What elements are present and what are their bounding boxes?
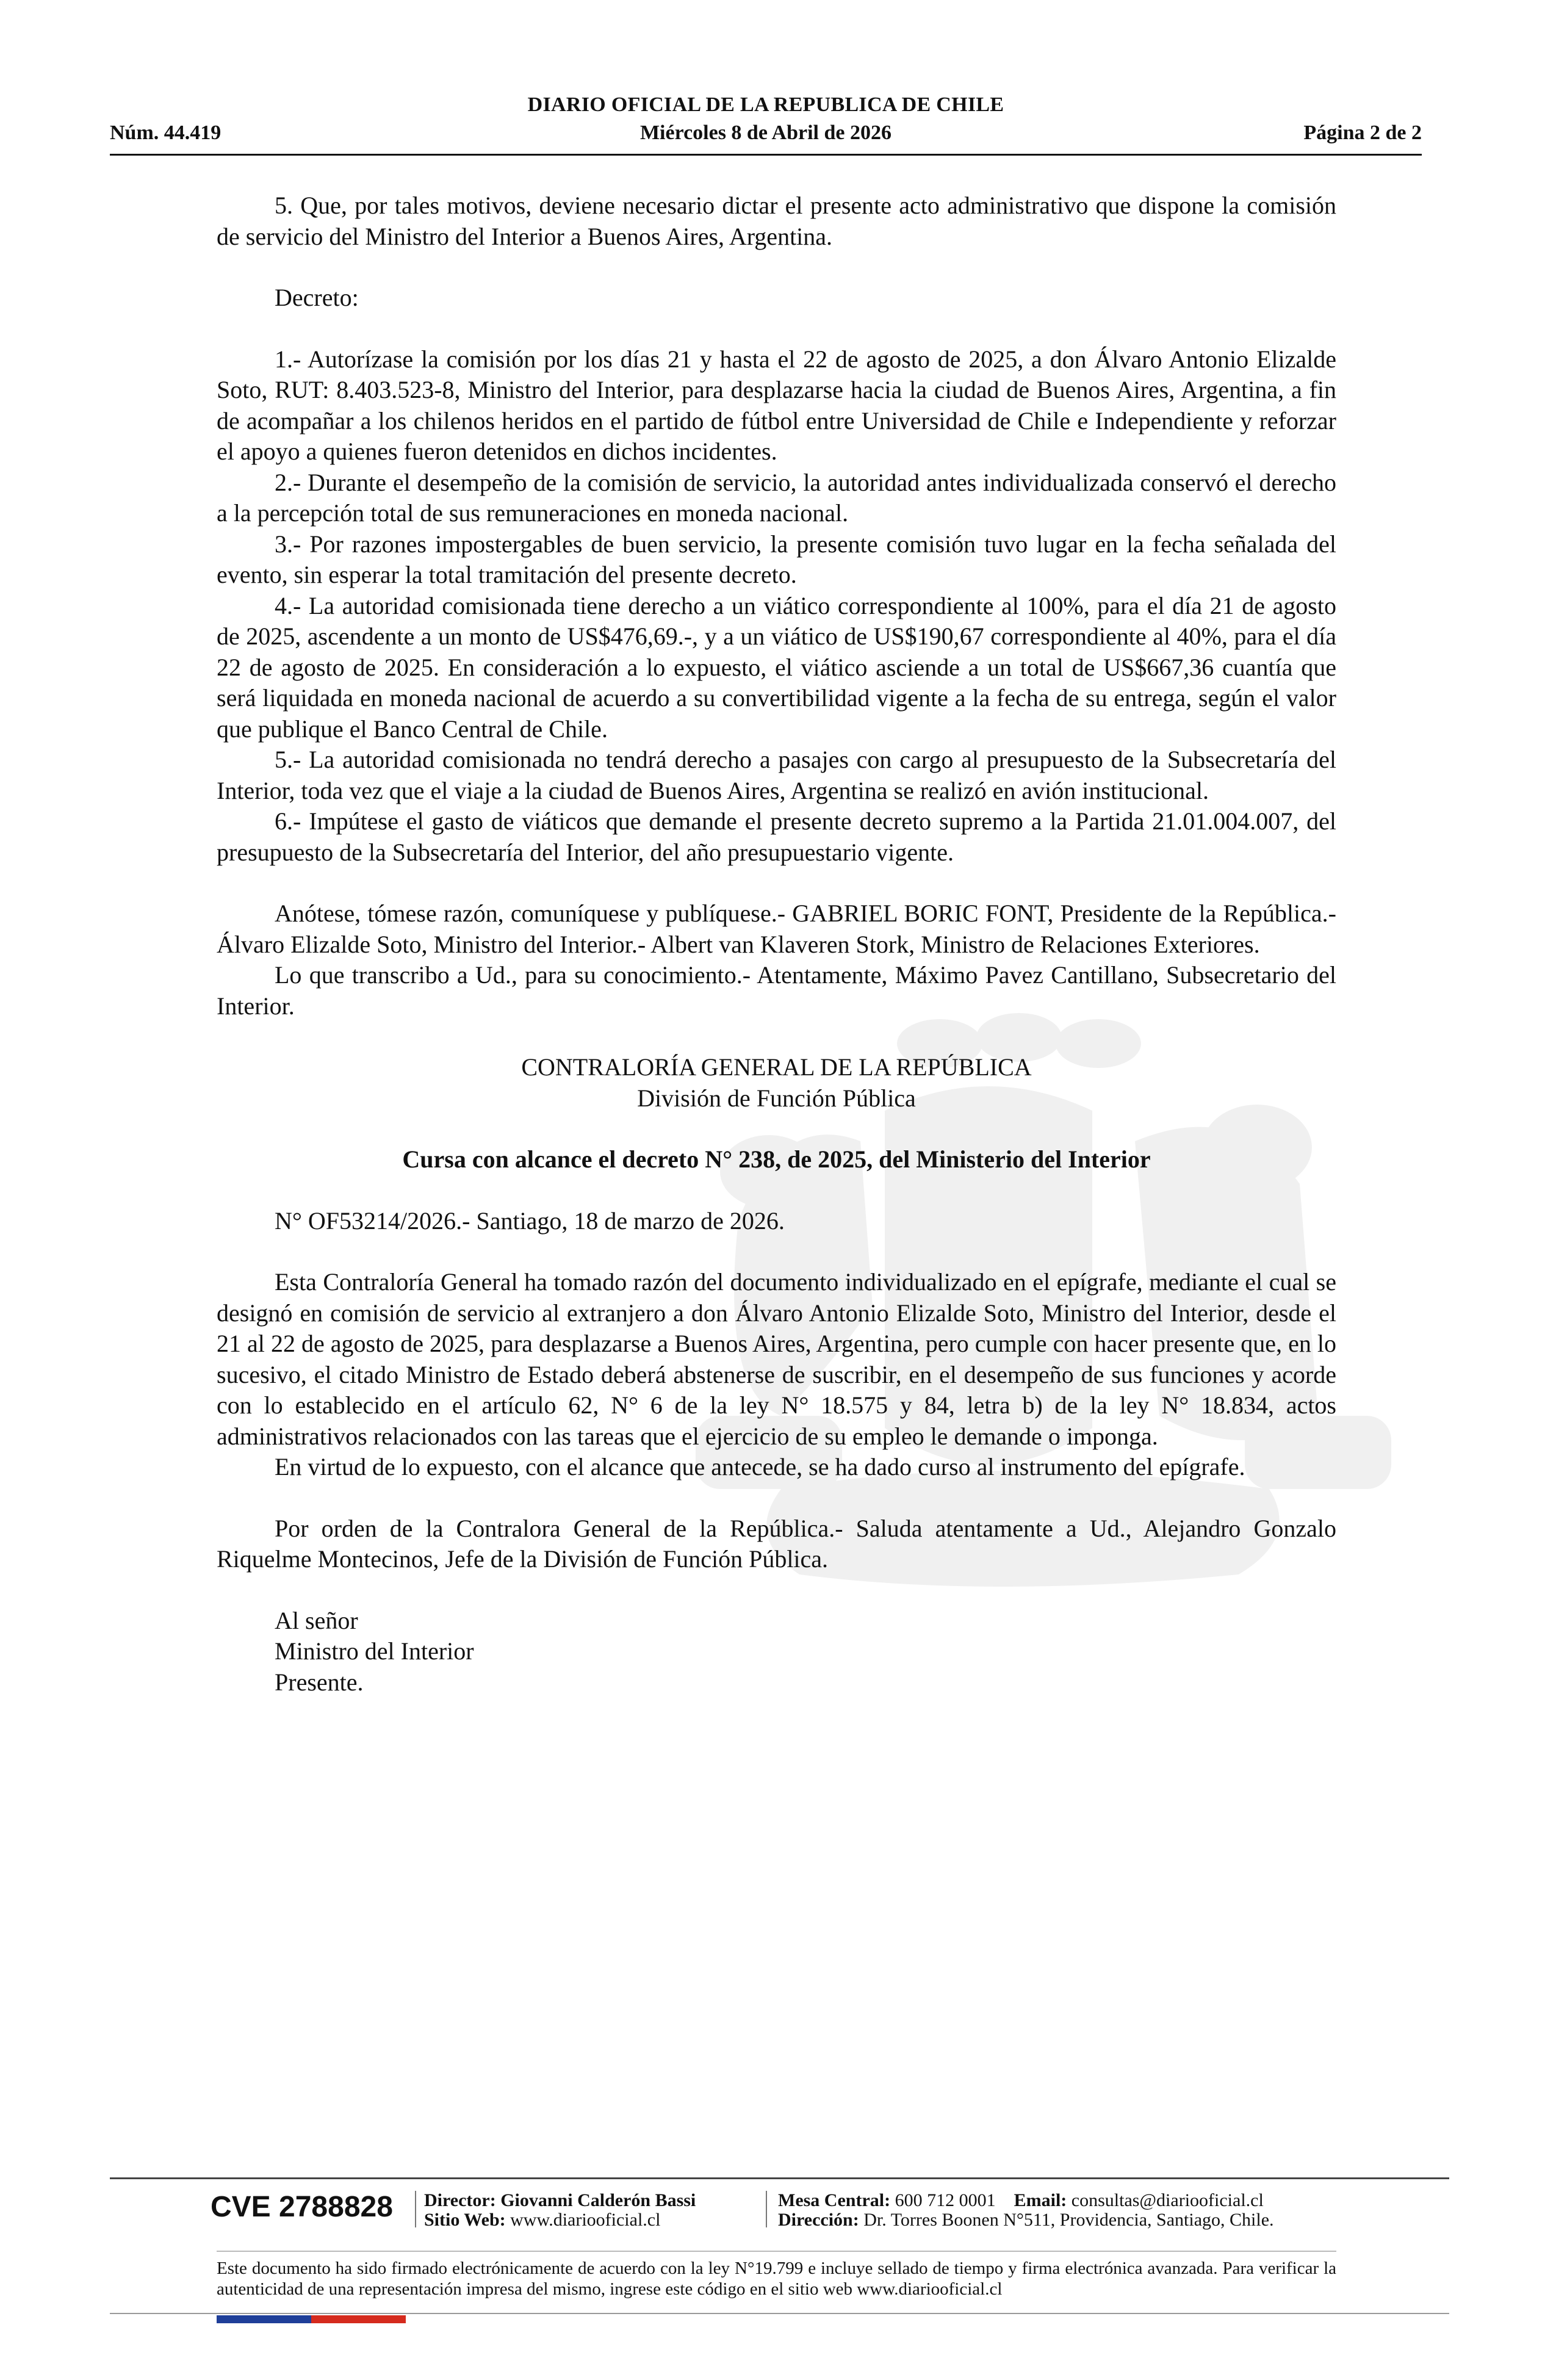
contraloria-title: CONTRALORÍA GENERAL DE LA REPÚBLICA <box>521 1053 1032 1081</box>
mesa-label: Mesa Central: <box>778 2190 891 2210</box>
flag-blue-segment <box>217 2315 311 2323</box>
mesa-value: 600 712 0001 <box>895 2190 996 2210</box>
anotese-paragraph: Anótese, tómese razón, comuníquese y publíquese.- GABRIEL BORIC FONT, Presidente de la República.- Álvaro Elizalde Soto, Ministro del Interior.- Albert van Klaveren Stork, Ministro de Relaciones Exteriores. <box>217 900 1336 958</box>
director-name: Giovanni Calderón Bassi <box>500 2190 696 2210</box>
decreto-label: Decreto: <box>275 284 359 311</box>
director-label: Director: <box>424 2190 496 2210</box>
issue-date: Miércoles 8 de Abril de 2026 <box>639 121 892 144</box>
email-label: Email: <box>1014 2190 1067 2210</box>
article-5: 5.- La autoridad comisionada no tendrá derecho a pasajes con cargo al presupuesto de la Subsecretaría del Interior, toda vez que el viaje a la ciudad de Buenos Aires, Argentina se realizó en avión institucional. <box>217 746 1336 804</box>
document-body <box>217 190 1336 1698</box>
footer-director-block <box>424 2191 696 2230</box>
considerando-5: 5. Que, por tales motivos, deviene necesario dictar el presente acto administrativo que dispone la comisión de servicio del Ministro del Interior a Buenos Aires, Argentina. <box>217 192 1336 250</box>
article-2: 2.- Durante el desempeño de la comisión de servicio, la autoridad antes individualizada conservó el derecho a la percepción total de sus remuneraciones en moneda nacional. <box>217 468 1336 527</box>
contraloria-paragraph-1: Esta Contraloría General ha tomado razón del documento individualizado en el epígrafe, mediante el cual se designó en comisión de servicio al extranjero a don Álvaro Antonio Elizalde Soto, Ministro del Interior, desde el 21 al 22 de agosto de 2025, para desplazarse a Buenos Aires, Argentina, pero cumple con hacer presente que, en lo sucesivo, el citado Ministro de Estado deberá abstenerse de suscribir, en el desempeño de sus funciones y acorde con lo establecido en el artículo 62, N° 6 de la ley N° 18.575 y 84, letra b) de la ley N° 18.834, actos administrativos relacionados con las tareas que el ejercicio de su empleo le demande o imponga. <box>217 1268 1336 1450</box>
web-label: Sitio Web: <box>424 2210 506 2230</box>
cve-code: CVE 2788828 <box>211 2191 393 2223</box>
footer-mid-rule <box>217 2251 1336 2252</box>
page-header <box>110 92 1422 148</box>
footer-top-rule <box>110 2177 1449 2179</box>
footer-separator <box>766 2191 767 2227</box>
oficio-line: N° OF53214/2026.- Santiago, 18 de marzo de 2026. <box>275 1206 785 1235</box>
addressee-line-2: Ministro del Interior <box>275 1637 474 1665</box>
article-3: 3.- Por razones impostergables de buen servicio, la presente comisión tuvo lugar en la fecha señalada del evento, sin esperar la total tramitación del presente decreto. <box>217 530 1336 588</box>
article-1: 1.- Autorízase la comisión por los días 21 y hasta el 22 de agosto de 2025, a don Álvaro Antonio Elizalde Soto, RUT: 8.403.523-8, Ministro del Interior, para desplazarse hacia la ciudad de Buenos Aires, Argentina, a fin de acompañar a los chilenos heridos en el partido de fútbol entre Universidad de Chile e Independiente y reforzar el apoyo a quienes fueron detenidos en dichos incidentes. <box>217 345 1336 465</box>
por-orden-paragraph: Por orden de la Contralora General de la República.- Saluda atentamente a Ud., Alejandro Gonzalo Riquelme Montecinos, Jefe de la División de Función Pública. <box>217 1514 1336 1573</box>
direccion-value: Dr. Torres Boonen N°511, Providencia, Santiago, Chile. <box>863 2210 1274 2230</box>
contraloria-paragraph-2: En virtud de lo expuesto, con el alcance que antecede, se ha dado curso al instrumento del epígrafe. <box>275 1453 1245 1480</box>
article-4: 4.- La autoridad comisionada tiene derecho a un viático correspondiente al 100%, para el día 21 de agosto de 2025, ascendente a un monto de US$476,69.-, y a un viático de US$190,67 correspondiente al 40%, para el día 22 de agosto de 2025. En consideración a lo expuesto, el viático asciende a un total de US$667,36 cuantía que será liquidada en moneda nacional de acuerdo a su convertibilidad vigente a la fecha de su entrega, según el valor que publique el Banco Central de Chile. <box>217 591 1336 743</box>
transcribo-paragraph: Lo que transcribo a Ud., para su conocimiento.- Atentamente, Máximo Pavez Cantillano, Subsecretario del Interior. <box>217 961 1336 1020</box>
article-6: 6.- Impútese el gasto de viáticos que demande el presente decreto supremo a la Partida 21.01.004.007, del presupuesto de la Subsecretaría del Interior, del año presupuestario vigente. <box>217 807 1336 866</box>
footer-contact-block <box>778 2191 1274 2230</box>
issue-number: Núm. 44.419 <box>110 121 222 144</box>
email-link[interactable]: consultas@diariooficial.cl <box>1071 2190 1264 2210</box>
contraloria-division: División de Función Pública <box>637 1084 916 1112</box>
addressee-line-1: Al señor <box>275 1606 358 1634</box>
web-link[interactable]: www.diariooficial.cl <box>510 2210 661 2230</box>
addressee-line-3: Presente. <box>275 1668 364 1696</box>
cursa-title: Cursa con alcance el decreto N° 238, de 2025, del Ministerio del Interior <box>402 1145 1151 1173</box>
flag-stripe <box>217 2315 406 2323</box>
footer-separator <box>415 2191 416 2227</box>
header-row <box>110 118 1422 148</box>
electronic-signature-note: Este documento ha sido firmado electrónicamente de acuerdo con la ley N°19.799 e incluye sellado de tiempo y firma electrónica avanzada. Para verificar la autenticidad de una representación impresa del mismo, ingrese este código en el sitio web www.diariooficial.cl <box>217 2259 1336 2299</box>
newspaper-title: DIARIO OFICIAL DE LA REPUBLICA DE CHILE <box>527 93 1004 116</box>
footer-bottom-rule <box>110 2313 1449 2314</box>
flag-red-segment <box>311 2315 406 2323</box>
header-divider <box>110 154 1422 156</box>
direccion-label: Dirección: <box>778 2210 859 2230</box>
page-indicator: Página 2 de 2 <box>1303 121 1422 144</box>
